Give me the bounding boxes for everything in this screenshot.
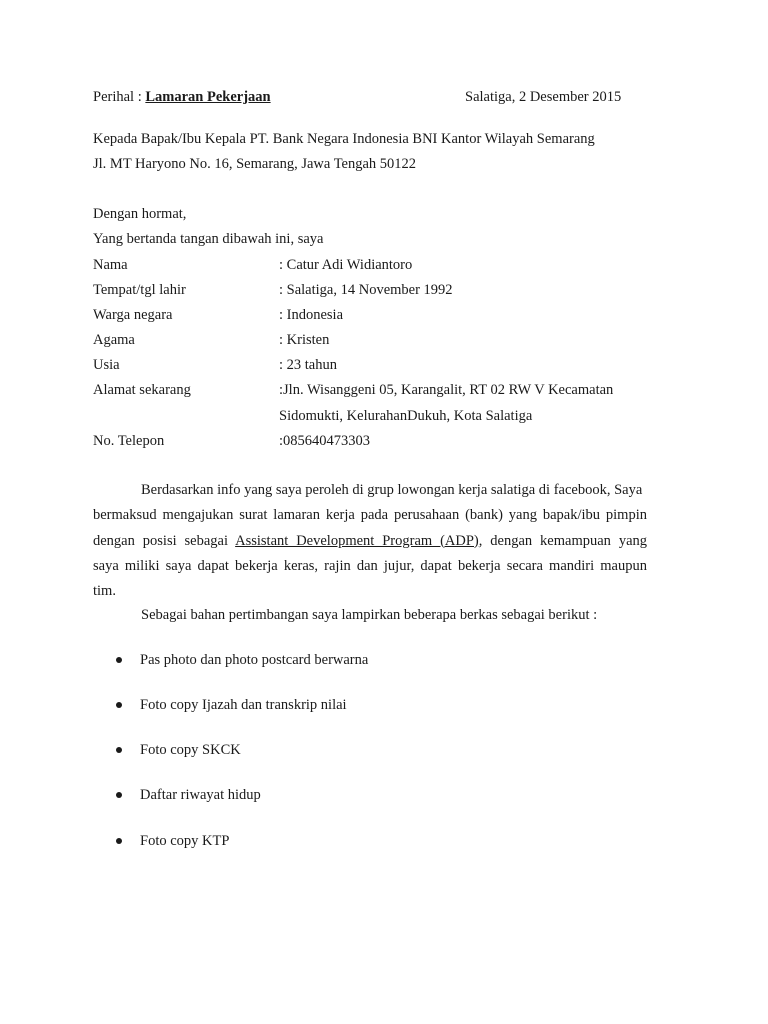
data-value: : Catur Adi Widiantoro — [279, 257, 413, 273]
attachment-item — [116, 651, 368, 669]
data-value: :Jln. Wisanggeni 05, Karangalit, RT 02 RW V Kecamatan — [279, 382, 614, 398]
data-value: : Kristen — [279, 332, 330, 348]
recipient-line-1: Kepada Bapak/Ibu Kepala PT. Bank Negara Indonesia BNI Kantor Wilayah Semarang — [93, 131, 595, 147]
data-value: : Salatiga, 14 November 1992 — [279, 282, 453, 298]
attachment-item — [116, 832, 229, 850]
attachment-label: Pas photo dan photo postcard berwarna — [140, 652, 369, 668]
bullet-icon — [116, 792, 122, 798]
data-label: Usia — [93, 357, 120, 373]
paragraph-line: bermaksud mengajukan surat lamaran kerja pada perusahaan (bank) yang bapak/ibu pimpin — [93, 507, 647, 524]
subject-label: Perihal : — [93, 89, 146, 105]
data-label: No. Telepon — [93, 433, 165, 449]
data-row-religion — [93, 331, 653, 349]
subject-line — [93, 88, 271, 106]
data-row-age — [93, 356, 653, 374]
data-row-address-cont — [93, 407, 653, 425]
data-label: Nama — [93, 257, 128, 273]
bullet-icon — [116, 838, 122, 844]
intro-line: Yang bertanda tangan dibawah ini, saya — [93, 231, 324, 247]
attachment-label: Foto copy KTP — [140, 833, 230, 849]
bullet-icon — [116, 702, 122, 708]
greeting: Dengan hormat, — [93, 206, 187, 222]
data-row-nama — [93, 256, 653, 274]
data-value: : 23 tahun — [279, 357, 337, 373]
data-value: :085640473303 — [279, 433, 371, 449]
subject-value: Lamaran Pekerjaan — [145, 89, 271, 105]
paragraph-line: tim. — [93, 583, 116, 600]
attachment-item — [116, 786, 261, 804]
data-label: Tempat/tgl lahir — [93, 282, 186, 298]
bullet-icon — [116, 747, 122, 753]
data-row-phone — [93, 432, 653, 450]
attachment-item — [116, 696, 347, 714]
data-row-citizenship — [93, 306, 653, 324]
paragraph-line: saya miliki saya dapat bekerja keras, rajin dan jujur, dapat bekerja secara mandiri maupun — [93, 557, 647, 574]
data-value: : Indonesia — [279, 307, 344, 323]
data-value: Sidomukti, KelurahanDukuh, Kota Salatiga — [279, 408, 533, 424]
data-row-birth — [93, 281, 653, 299]
paragraph-line: Berdasarkan info yang saya peroleh di grup lowongan kerja salatiga di facebook, Saya — [141, 482, 643, 498]
attachment-label: Foto copy SKCK — [140, 742, 241, 758]
position-name: Assistant Development Program (ADP) — [235, 532, 479, 549]
data-label: Alamat sekarang — [93, 382, 191, 398]
paragraph-text: , dengan kemampuan yang — [478, 532, 647, 549]
attachment-item — [116, 741, 241, 759]
paragraph-text: dengan posisi sebagai — [93, 532, 236, 549]
paragraph-line — [93, 529, 647, 554]
place-date: Salatiga, 2 Desember 2015 — [465, 89, 622, 105]
attachment-label: Foto copy Ijazah dan transkrip nilai — [140, 697, 347, 713]
recipient-line-2: Jl. MT Haryono No. 16, Semarang, Jawa Tengah 50122 — [93, 156, 417, 172]
bullet-icon — [116, 657, 122, 663]
body-paragraph-1 — [93, 478, 647, 604]
data-label: Warga negara — [93, 307, 173, 323]
attachment-label: Daftar riwayat hidup — [140, 787, 261, 803]
body-paragraph-2: Sebagai bahan pertimbangan saya lampirkan beberapa berkas sebagai berikut : — [141, 607, 598, 623]
data-label: Agama — [93, 332, 135, 348]
data-row-address — [93, 381, 653, 399]
